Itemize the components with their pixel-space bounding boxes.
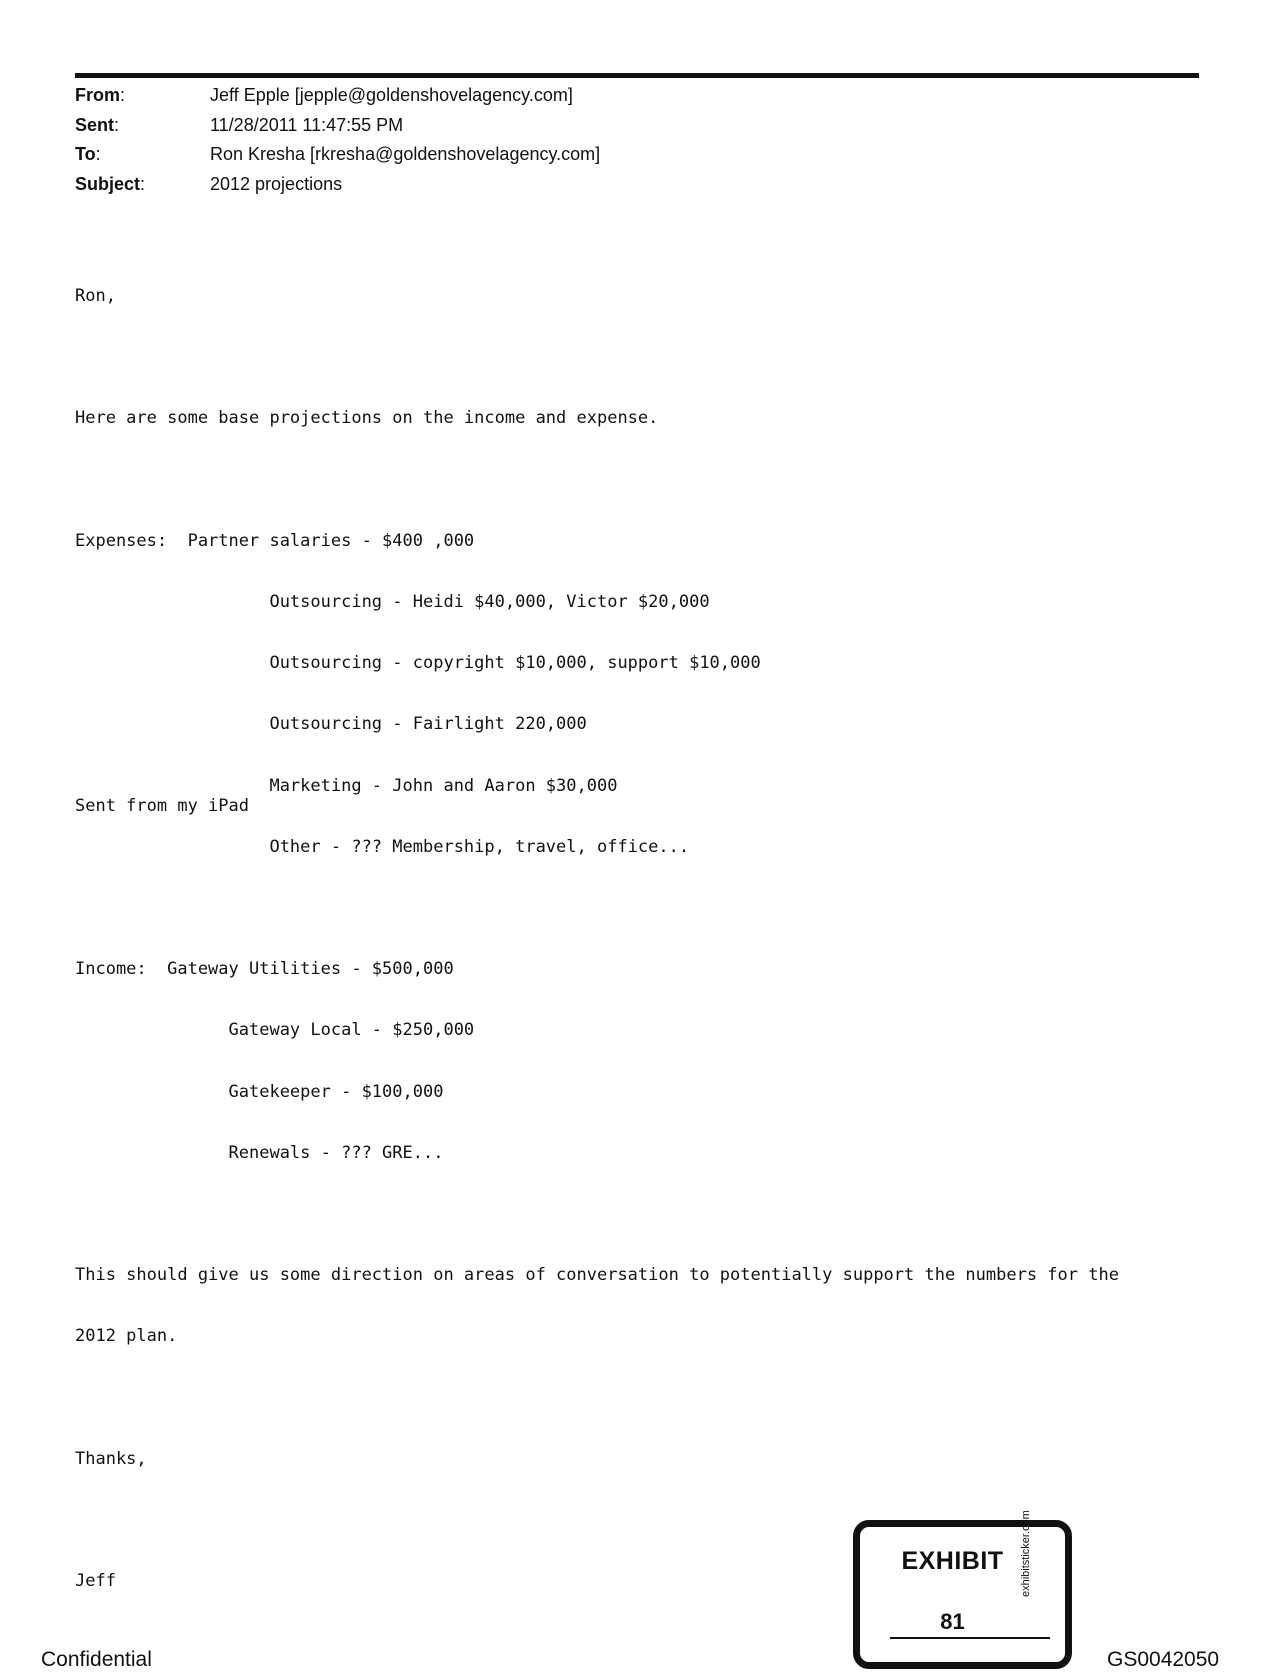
from-value: Jeff Epple [jepple@goldenshovelagency.com] xyxy=(210,85,573,106)
header-row-sent: Sent: 11/28/2011 11:47:55 PM xyxy=(75,111,1175,141)
header-divider xyxy=(75,73,1199,78)
body-line: 2012 plan. xyxy=(75,1326,178,1347)
exhibit-sticker xyxy=(853,1510,1072,1669)
email-body xyxy=(75,245,1195,1633)
body-line: Thanks, xyxy=(75,1448,147,1469)
body-line: Marketing - John and Aaron $30,000 xyxy=(75,775,618,796)
confidential-label: Confidential xyxy=(41,1648,152,1671)
sent-label: Sent xyxy=(75,114,115,135)
body-line: Here are some base projections on the income and expense. xyxy=(75,408,659,429)
bates-number: GS0042050 xyxy=(1107,1648,1220,1671)
exhibit-vendor-text: exhibitsticker.com xyxy=(1020,1510,1032,1597)
sent-value: 11/28/2011 11:47:55 PM xyxy=(210,114,404,135)
header-row-from: From: Jeff Epple [jepple@goldenshovelagency.com] xyxy=(75,81,1175,111)
body-line: Outsourcing - copyright $10,000, support $10,000 xyxy=(75,653,761,674)
body-line: Other - ??? Membership, travel, office... xyxy=(75,836,690,857)
subject-value: 2012 projections xyxy=(210,173,343,194)
body-line xyxy=(75,469,1195,489)
body-line: Outsourcing - Heidi $40,000, Victor $20,000 xyxy=(75,591,710,612)
body-line: Income: Gateway Utilities - $500,000 xyxy=(75,959,454,980)
body-line: Renewals - ??? GRE... xyxy=(75,1142,444,1163)
body-line xyxy=(75,1388,1195,1408)
body-line xyxy=(75,898,1195,918)
body-line: Ron, xyxy=(75,285,116,306)
subject-label: Subject xyxy=(75,173,141,194)
body-line xyxy=(75,347,1195,367)
body-line: Outsourcing - Fairlight 220,000 xyxy=(75,714,587,735)
body-line: Gatekeeper - $100,000 xyxy=(75,1081,444,1102)
header-row-subject: Subject: 2012 projections xyxy=(75,170,1175,200)
exhibit-number-underline xyxy=(890,1637,1050,1639)
body-line: Expenses: Partner salaries - $400 ,000 xyxy=(75,530,475,551)
exhibit-number: 81 xyxy=(940,1609,965,1634)
email-signature: Sent from my iPad xyxy=(75,796,249,816)
from-label: From xyxy=(75,85,120,106)
body-line xyxy=(75,1204,1195,1224)
exhibit-title: EXHIBIT xyxy=(901,1547,1004,1575)
to-value: Ron Kresha [rkresha@goldenshovelagency.com] xyxy=(210,144,601,165)
email-header xyxy=(75,81,1175,199)
body-line: This should give us some direction on areas of conversation to potentially support the numbers for the xyxy=(75,1265,1119,1286)
body-line: Gateway Local - $250,000 xyxy=(75,1020,475,1041)
body-line: Jeff xyxy=(75,1571,116,1592)
header-row-to: To: Ron Kresha [rkresha@goldenshovelagency.com] xyxy=(75,140,1175,170)
to-label: To xyxy=(75,144,96,165)
